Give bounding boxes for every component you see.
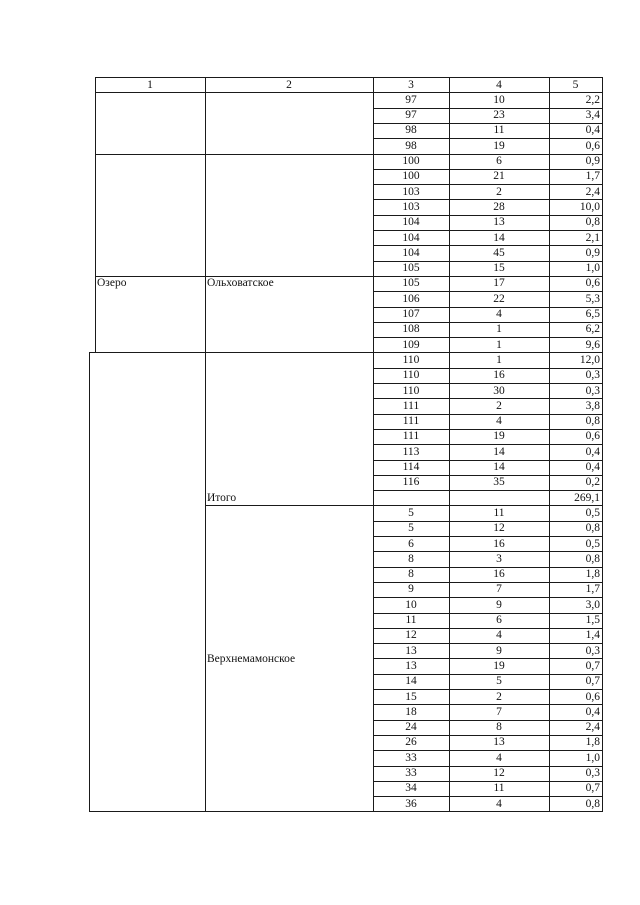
data-cell-col3: 97 [405, 93, 417, 106]
data-cell-col3: 103 [402, 185, 420, 198]
data-cell-col5: 2,4 [585, 721, 600, 734]
data-cell-col5: 0,8 [585, 522, 600, 535]
data-cell-col4: 7 [496, 705, 502, 718]
data-cell-col5: 0,8 [585, 216, 600, 229]
data-cell-col3: 108 [402, 323, 420, 336]
data-cell-col3: 100 [402, 170, 420, 183]
data-cell-col4: 11 [493, 124, 505, 137]
data-cell-col4: 10 [493, 93, 505, 106]
data-cell-col5: 0,4 [585, 705, 600, 718]
header-cell-1: 1 [147, 78, 153, 91]
data-cell-col4: 9 [496, 644, 502, 657]
data-cell-col5: 0,8 [585, 415, 600, 428]
data-cell-col3: 105 [402, 277, 420, 290]
table-rule [95, 154, 374, 155]
data-cell-col5: 12,0 [579, 353, 600, 366]
table-rule [89, 352, 96, 353]
data-cell-col5: 0,9 [585, 155, 600, 167]
data-cell-col3: 5 [408, 522, 414, 535]
data-cell-col5: 0,8 [585, 552, 600, 565]
total-value: 269,1 [574, 491, 600, 504]
header-cell-2: 2 [286, 78, 292, 91]
total-label: Итого [207, 491, 237, 504]
data-cell-col5: 9,6 [585, 338, 600, 351]
data-cell-col4: 1 [496, 323, 502, 336]
data-cell-col5: 0,3 [585, 384, 600, 397]
data-cell-col5: 6,2 [585, 323, 600, 336]
data-cell-col3: 13 [405, 659, 417, 672]
data-cell-col5: 0,6 [585, 139, 600, 152]
data-cell-col5: 3,4 [585, 109, 600, 122]
data-cell-col4: 19 [493, 430, 505, 443]
data-cell-col3: 5 [408, 506, 414, 519]
data-cell-col3: 111 [402, 430, 420, 443]
data-cell-col3: 107 [402, 308, 420, 320]
data-cell-col3: 13 [405, 644, 417, 657]
data-cell-col4: 21 [493, 170, 505, 183]
data-cell-col4: 2 [496, 399, 502, 412]
data-cell-col4: 6 [496, 614, 502, 626]
data-cell-col4: 6 [496, 155, 502, 167]
data-cell-col3: 111 [402, 415, 420, 428]
data-cell-col4: 22 [493, 292, 505, 305]
data-cell-col4: 3 [496, 552, 502, 565]
data-cell-col5: 2,2 [585, 93, 600, 106]
data-cell-col5: 6,5 [585, 308, 600, 320]
data-cell-col3: 36 [405, 797, 417, 810]
data-cell-col5: 0,6 [585, 277, 600, 290]
data-cell-col4: 12 [493, 522, 505, 535]
data-cell-col3: 10 [405, 598, 417, 611]
data-cell-col5: 0,6 [585, 430, 600, 443]
data-cell-col4: 4 [496, 629, 502, 642]
data-cell-col3: 14 [405, 675, 417, 688]
table-rule [95, 352, 374, 353]
data-cell-col4: 5 [496, 675, 502, 688]
data-cell-col3: 103 [402, 200, 420, 213]
data-cell-col4: 30 [493, 384, 505, 397]
data-cell-col5: 0,3 [585, 369, 600, 382]
data-cell-col3: 24 [405, 721, 417, 734]
data-cell-col3: 97 [405, 109, 417, 122]
data-cell-col4: 4 [496, 751, 502, 764]
data-cell-col4: 35 [493, 476, 505, 489]
data-cell-col3: 113 [402, 445, 420, 458]
data-cell-col4: 14 [493, 445, 505, 458]
water-body-name: Верхнемамонское [207, 653, 296, 666]
data-cell-col5: 3,0 [585, 598, 600, 611]
table-rule [95, 77, 96, 352]
data-cell-col4: 1 [496, 338, 502, 351]
data-cell-col3: 12 [405, 629, 417, 642]
data-cell-col5: 0,8 [585, 797, 600, 810]
data-cell-col3: 34 [405, 782, 417, 795]
data-cell-col4: 28 [493, 200, 505, 213]
data-cell-col5: 0,7 [585, 782, 600, 795]
data-cell-col4: 16 [493, 568, 505, 581]
data-cell-col5: 0,4 [585, 461, 600, 473]
data-cell-col4: 17 [493, 277, 505, 290]
data-cell-col5: 0,3 [585, 644, 600, 657]
data-cell-col3: 11 [405, 614, 417, 626]
data-cell-col3: 111 [402, 399, 420, 412]
data-cell-col5: 2,4 [585, 185, 600, 198]
data-cell-col3: 98 [405, 124, 417, 137]
table-rule [602, 77, 603, 812]
data-cell-col4: 7 [496, 583, 502, 596]
data-cell-col3: 9 [408, 583, 414, 596]
water-body-type: Озеро [97, 277, 127, 290]
data-cell-col4: 2 [496, 690, 502, 703]
data-cell-col3: 110 [402, 369, 420, 382]
data-cell-col3: 109 [402, 338, 420, 351]
data-cell-col5: 1,8 [585, 736, 600, 749]
data-cell-col3: 104 [402, 216, 420, 229]
data-cell-col3: 100 [402, 155, 420, 167]
data-cell-col5: 1,8 [585, 568, 600, 581]
data-cell-col5: 1,5 [585, 614, 600, 626]
data-cell-col5: 0,2 [585, 476, 600, 489]
data-cell-col5: 1,4 [585, 629, 600, 642]
table-rule [549, 77, 550, 811]
data-cell-col3: 26 [405, 736, 417, 749]
data-cell-col4: 14 [493, 461, 505, 473]
header-cell-5: 5 [572, 78, 579, 91]
data-cell-col5: 0,7 [585, 659, 600, 672]
data-cell-col3: 8 [408, 568, 414, 581]
data-cell-col4: 14 [493, 231, 505, 244]
data-cell-col5: 0,5 [585, 506, 600, 519]
data-cell-col3: 15 [405, 690, 417, 703]
data-cell-col5: 10,0 [579, 200, 600, 213]
data-cell-col4: 15 [493, 262, 505, 275]
data-cell-col4: 11 [493, 782, 505, 795]
data-cell-col5: 0,7 [585, 675, 600, 688]
data-cell-col3: 6 [408, 537, 414, 550]
table-rule [89, 811, 603, 812]
data-cell-col5: 2,1 [585, 231, 600, 244]
data-cell-col4: 12 [493, 767, 505, 779]
table-rule [89, 352, 90, 811]
data-cell-col3: 116 [402, 476, 420, 489]
header-cell-3: 3 [408, 78, 414, 91]
table-rule [449, 77, 450, 811]
data-cell-col3: 33 [405, 767, 417, 779]
data-cell-col4: 4 [496, 308, 502, 320]
data-cell-col4: 13 [493, 216, 505, 229]
data-cell-col4: 11 [493, 506, 505, 519]
data-cell-col3: 110 [402, 353, 420, 366]
data-cell-col5: 1,0 [585, 751, 600, 764]
data-cell-col5: 0,4 [585, 445, 600, 458]
data-cell-col4: 4 [496, 797, 502, 810]
data-cell-col5: 5,3 [585, 292, 600, 305]
table-rule [373, 77, 374, 811]
data-cell-col3: 104 [402, 246, 420, 259]
data-cell-col4: 23 [493, 109, 505, 122]
data-cell-col5: 0,9 [585, 246, 600, 259]
data-cell-col5: 1,0 [585, 262, 600, 275]
data-cell-col4: 13 [493, 736, 505, 749]
data-cell-col3: 104 [402, 231, 420, 244]
data-cell-col4: 8 [496, 721, 502, 734]
data-cell-col5: 1,7 [585, 583, 600, 596]
table-rule [205, 77, 206, 811]
data-cell-col4: 19 [493, 139, 505, 152]
data-cell-col3: 98 [405, 139, 417, 152]
data-cell-col4: 19 [493, 659, 505, 672]
data-cell-col3: 33 [405, 751, 417, 764]
data-cell-col5: 1,7 [585, 170, 600, 183]
data-cell-col3: 114 [402, 461, 420, 473]
data-cell-col5: 0,3 [585, 767, 600, 779]
data-cell-col3: 18 [405, 705, 417, 718]
water-body-name: Ольховатское [207, 277, 274, 290]
data-cell-col4: 4 [496, 415, 502, 428]
data-cell-col3: 110 [402, 384, 420, 397]
data-cell-col4: 16 [493, 369, 505, 382]
data-cell-col5: 0,5 [585, 537, 600, 550]
data-cell-col3: 8 [408, 552, 414, 565]
data-cell-col3: 105 [402, 262, 420, 275]
header-cell-4: 4 [496, 78, 502, 91]
data-cell-col4: 16 [493, 537, 505, 550]
data-cell-col5: 0,6 [585, 690, 600, 703]
data-cell-col4: 45 [493, 246, 505, 259]
data-cell-col4: 2 [496, 185, 502, 198]
data-cell-col5: 0,4 [585, 124, 600, 137]
data-cell-col4: 1 [496, 353, 502, 366]
data-cell-col3: 106 [402, 292, 420, 305]
data-cell-col4: 9 [496, 598, 502, 611]
data-cell-col5: 3,8 [585, 399, 600, 412]
